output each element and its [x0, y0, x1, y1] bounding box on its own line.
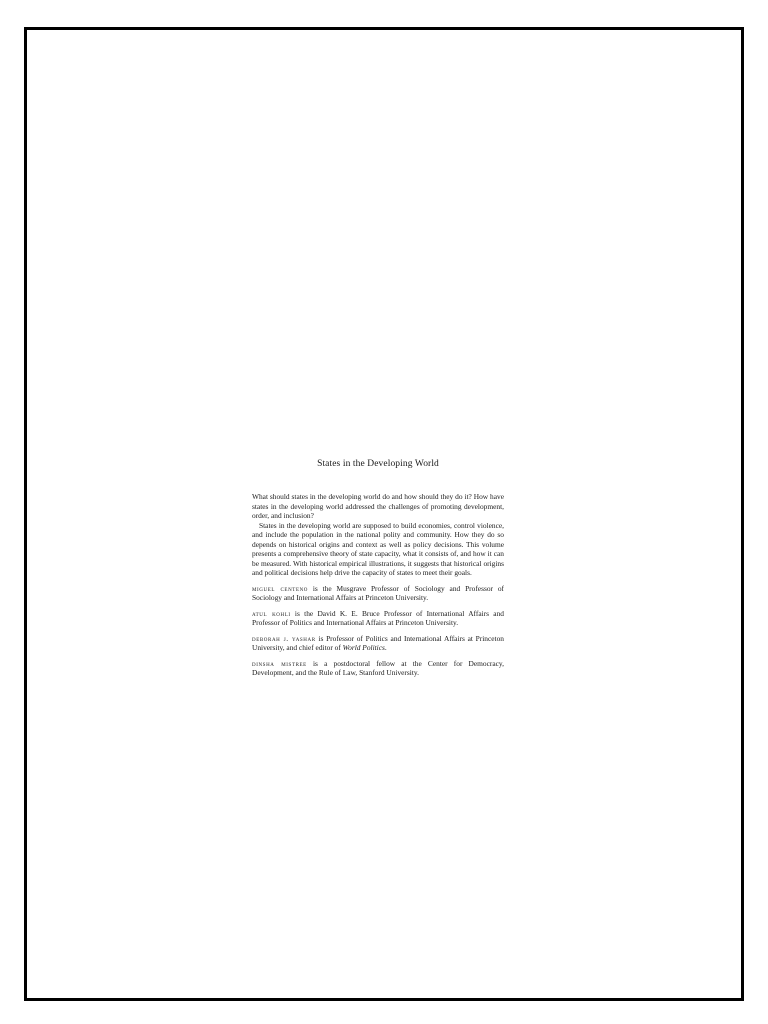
- description-paragraph: States in the developing world are supposed to build economies, control violence, and include the population in the national polity and community. How they do so depends on historical origins and context as well as policy decisions. This volume presents a comprehensive theory of state capacity, what it consists of, and how it can be measured. With historical empirical illustrations, it suggests that historical origins and political decisions help drive the capacity of states to meet their goals.: [252, 520, 504, 577]
- author-bio-text: is the David K. E. Bruce Professor of International Affairs and Professor of Politics and International Affairs at Princeton University.: [252, 608, 504, 627]
- author-bio-text-end: .: [384, 643, 387, 652]
- author-bio: [252, 659, 504, 678]
- book-blurb: [252, 458, 504, 678]
- author-name: atul kohli: [252, 608, 291, 618]
- author-name: dinsha mistree: [252, 658, 307, 668]
- author-name: deborah j. yashar: [252, 633, 316, 643]
- author-bio-text: is a postdoctoral fellow at the Center for Democracy, Development, and the Rule of Law, Stanford University.: [252, 658, 504, 677]
- author-bio: [252, 609, 504, 628]
- author-bio-text: is the Musgrave Professor of Sociology and Professor of Sociology and International Affairs at Princeton University.: [252, 583, 504, 602]
- author-bio-text: is Professor of Politics and International Affairs at Princeton University, and chief editor of: [252, 633, 504, 652]
- description-paragraph: What should states in the developing world do and how should they do it? How have states in the developing world addressed the challenges of promoting development, order, and inclusion?: [252, 492, 504, 520]
- book-title: States in the Developing World: [317, 459, 439, 469]
- journal-title: World Politics: [342, 643, 385, 652]
- author-bio: [252, 584, 504, 603]
- author-name: miguel centeno: [252, 583, 309, 593]
- author-bio: [252, 634, 504, 653]
